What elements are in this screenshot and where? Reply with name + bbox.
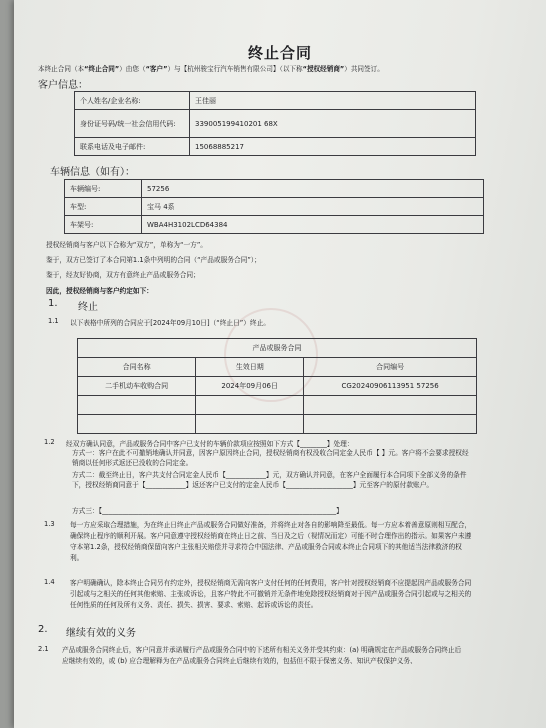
table-cell: 二手机动车收购合同: [78, 377, 196, 396]
clause-1-2-option-2: 方式二：截至终止日，客户共支付合同定金人民币【____________】元，双方确认并同意，在客户全面履行本合同项下全部义务的条件下，授权经销商同意于【____________】返还客户已支付的定金人民币【____________________】元至客户的原付款账户。: [72, 471, 467, 489]
row-value: 339005199410201 68X: [190, 110, 476, 138]
table-row: [78, 396, 477, 415]
contract-table: [77, 338, 477, 434]
table-header-row: [78, 358, 477, 377]
row-label: 联系电话及电子邮件:: [75, 138, 190, 156]
clause-1-2-option-3: 方式三：【______________________________________________________________________】: [72, 507, 343, 515]
intro-term-contract: “终止合同”: [84, 65, 120, 73]
table-row: [65, 216, 484, 234]
section-2-number: 2.: [38, 624, 48, 635]
recital-parties: 授权经销商与客户以下合称为“双方”，单称为“一方”。: [46, 241, 207, 249]
table-cell: CG20240906113951 57256: [304, 377, 477, 396]
intro-text: ）共同签订。: [344, 65, 384, 73]
row-value: 57256: [142, 180, 484, 198]
recital-whereas-2: 鉴于，经友好协商，双方有意终止产品或服务合同；: [46, 271, 200, 279]
table-row: [75, 92, 476, 110]
table-row: [75, 110, 476, 138]
row-label: 身份证号码/统一社会信用代码:: [75, 110, 190, 138]
customer-info-table: [74, 91, 476, 156]
section-1-heading: 终止: [78, 302, 98, 313]
clause-1-1-number: 1.1: [48, 317, 59, 325]
clause-1-3-number: 1.3: [44, 520, 55, 528]
table-cell: 2024年09月06日: [196, 377, 304, 396]
section-1-number: 1.: [48, 298, 58, 309]
recital-therefore: 因此，授权经销商与客户约定如下：: [46, 287, 153, 295]
intro-text: ）与【杭州骏宝行汽车销售有限公司】（以下称: [167, 65, 303, 73]
row-label: 车架号:: [65, 216, 142, 234]
row-label: 个人姓名/企业名称:: [75, 92, 190, 110]
page-title: 终止合同: [247, 44, 312, 62]
table-row: [78, 339, 477, 358]
row-value: 王佳丽: [190, 92, 476, 110]
recital-whereas-1: 鉴于，双方已签订了本合同第1.1条中列明的合同（“产品或服务合同”）；: [46, 256, 261, 264]
vehicle-info-heading: 车辆信息（如有）：: [50, 167, 135, 178]
clause-1-3-text: 每一方应采取合理措施，为在终止日终止产品或服务合同做好准备，并将终止对各自的影响降至最低。每一方应本着善意原则相互配合，确保终止程序的顺利开展。客户同意遵守授权经销商在终止日之前、当日及之后（视情况而定）可能不时合理作出的指示。如果客户未遵守本第1.2条，授权经销商保留向客户主张相关赔偿并寻求符合中国法律、产品或服务合同或本终止合同项下的其他适当法律救济的权利。: [70, 521, 472, 562]
intro-paragraph: [38, 63, 384, 73]
table-caption: 产品或服务合同: [78, 339, 477, 358]
column-header: 生效日期: [196, 358, 304, 377]
clause-2-1-number: 2.1: [38, 645, 49, 653]
intro-term-customer: “客户”: [145, 65, 168, 73]
column-header: 合同编号: [304, 358, 477, 377]
vehicle-info-table: [64, 179, 484, 234]
row-value: WBA4H3102LCD64384: [142, 216, 484, 234]
clause-1-2-number: 1.2: [44, 438, 55, 446]
table-row: [65, 198, 484, 216]
row-value: 宝马 4系: [142, 198, 484, 216]
row-value: 15068885217: [190, 138, 476, 156]
customer-info-heading: 客户信息：: [38, 80, 88, 91]
table-row: [78, 377, 477, 396]
clause-1-4-number: 1.4: [44, 578, 55, 586]
table-row: [65, 180, 484, 198]
clause-1-2-text: 经双方确认同意，产品或服务合同中客户已支付的车辆价款项应按照如下方式【________】处理：: [66, 440, 354, 448]
intro-term-dealer: “授权经销商”: [302, 65, 345, 73]
row-label: 车型:: [65, 198, 142, 216]
clause-1-4-text: 客户明确确认，除本终止合同另有约定外，授权经销商无需向客户支付任何的任何费用，客户针对授权经销商不应提起因产品或服务合同引起或与之相关的任何其他索赔、主张或诉讼，且客户特此不可撤销并无条件地免除授权经销商对于因产品或服务合同引起或与之相关的任何性质的任何及所有义务、责任、损失、损害、要求、索赔、起诉或诉讼的责任。: [70, 579, 472, 609]
intro-text: 本终止合同（本: [38, 65, 85, 73]
clause-1-2-option-1: 方式一：客户在此不可撤销地确认并同意，因客户原因终止合同，授权经销商有权没收合同定金人民币【 】元。客户将不会要求授权经销商以任何形式返还已没收的合同定金。: [72, 449, 469, 467]
contract-page: [14, 0, 546, 728]
clause-1-1-text: 以下表格中所列的合同应于[2024年09月10日]（“终止日”）终止。: [70, 319, 270, 327]
table-row: [78, 415, 477, 434]
section-2-heading: 继续有效的义务: [66, 628, 136, 639]
clause-2-1-text: 产品或服务合同终止后，客户同意并承诺履行产品或服务合同中的下述所有相关义务并受其约束：(a) 明确规定在产品或服务合同终止后应继续有效的，或 (b) 应合理解释为在产品或服务合同终止后继续有效的，包括但不限于保密义务、知识产权保护义务、: [62, 646, 462, 665]
column-header: 合同名称: [78, 358, 196, 377]
row-label: 车辆编号:: [65, 180, 142, 198]
intro-text: ）由您（: [119, 65, 146, 73]
table-row: [75, 138, 476, 156]
